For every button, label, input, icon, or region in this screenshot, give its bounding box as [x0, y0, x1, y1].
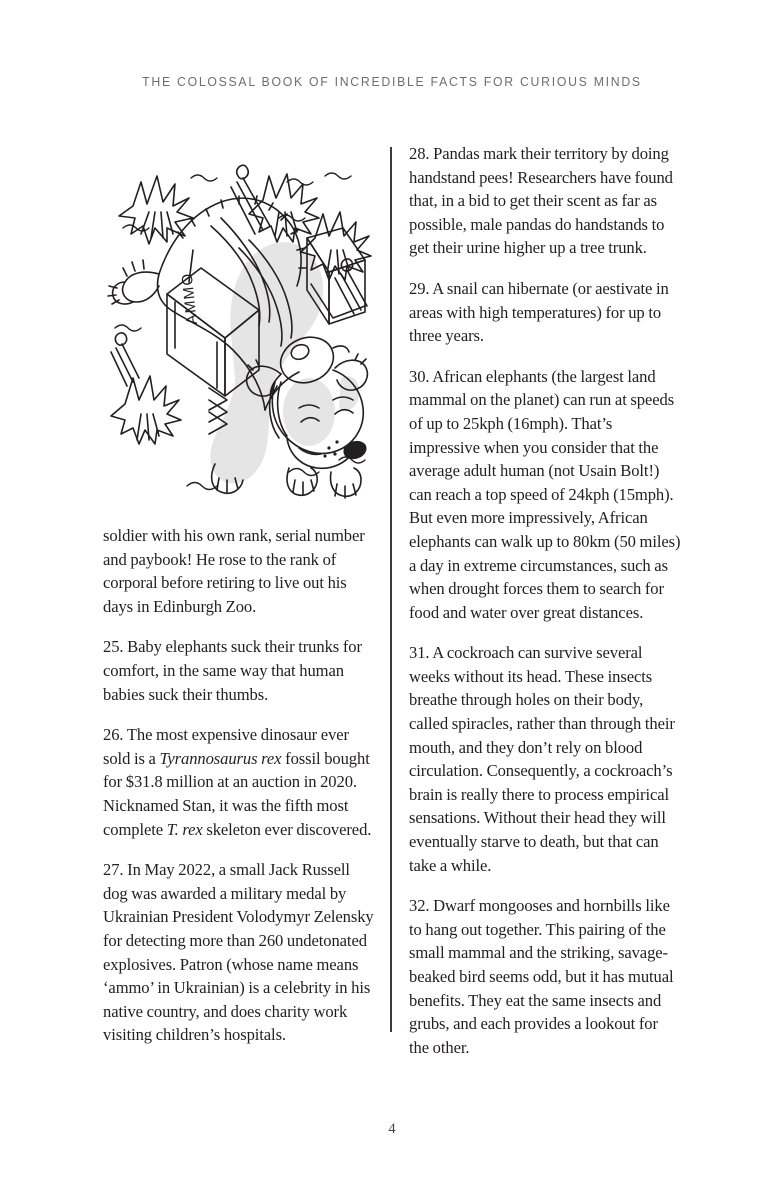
running-head: THE COLOSSAL BOOK OF INCREDIBLE FACTS FOR CURIOUS MINDS: [142, 74, 642, 89]
paragraph-fact-30: 30. African elephants (the largest land mammal on the planet) can run at speeds of up to 25kph (16mph). That’s impressive when you consider that the average adult human (not Usain Bolt!) can reach a top speed of 24kph (15mph). But even more impressively, African elephants can walk up to 80km (50 miles) a day in extreme circumstances, such as when drought forces them to search for food and water over great distances.: [409, 366, 681, 622]
column-divider-rule: [390, 147, 392, 1032]
paragraph-fact-26: 26. The most expensive dinosaur ever sold is a Tyrannosaurus rex fossil bought for $31.8 million at an auction in 2020. Nicknamed Stan, it was the fifth most complete T. rex skeleton ever discovered.: [103, 725, 372, 839]
explosion-burst-bottom-left: [111, 376, 181, 444]
patron-dog-illustration: [103, 142, 375, 510]
paragraph-fact-24-continued: soldier with his own rank, serial number and paybook! He rose to the rank of corporal before retiring to live out his days in Edinburgh Zoo.: [103, 526, 365, 616]
paragraph-fact-32: 32. Dwarf mongooses and hornbills like to hang out together. This pairing of the small mammal and the striking, savage-beaked bird seems odd, but it has mutual benefits. They eat the same insects and grubs, and each provides a lookout for the other.: [409, 896, 674, 1057]
text-columns: [103, 142, 681, 1057]
italic-run: Tyrannosaurus rex: [159, 748, 282, 768]
left-column-text: [103, 524, 375, 1047]
right-column: [409, 142, 681, 1059]
paragraph-fact-25: 25. Baby elephants suck their trunks for comfort, in the same way that human babies suck their thumbs.: [103, 637, 362, 704]
paragraph-fact-29: 29. A snail can hibernate (or aestivate in areas with high temperatures) for up to three years.: [409, 278, 669, 346]
paragraph-fact-28: 28. Pandas mark their territory by doing handstand pees! Researchers have found that, in a bid to get their scent as far as possible, male pandas do handstands to get their urine higher up a tree trunk.: [409, 144, 673, 258]
ammo-crate-label: AMMO: [178, 271, 201, 326]
italic-run: T. rex: [166, 819, 203, 839]
bullet-streak-left: [111, 333, 139, 386]
page-number: 4: [388, 1121, 396, 1137]
illustration-shading: [210, 242, 359, 483]
paragraph-fact-31: 31. A cockroach can survive several weeks without its head. These insects breathe through holes on their body, called spiracles, rather than through their mouth, and they don’t rely on blood circulation. Consequently, a cockroach’s brain is really there to process empirical sensations. Without their head they will eventually starve to death, but that can take a while.: [409, 643, 675, 875]
bullet-streak-top: [231, 165, 270, 234]
explosion-burst-top-left: [119, 176, 193, 244]
left-column: [103, 142, 375, 1047]
paragraph-fact-27: 27. In May 2022, a small Jack Russell dog was awarded a military medal by Ukrainian President Volodymyr Zelensky for detecting more than 260 undetonated explosives. Patron (whose name means ‘ammo’ in Ukrainian) is a celebrity in his native country, and does charity work visiting children’s hospitals.: [103, 860, 374, 1045]
